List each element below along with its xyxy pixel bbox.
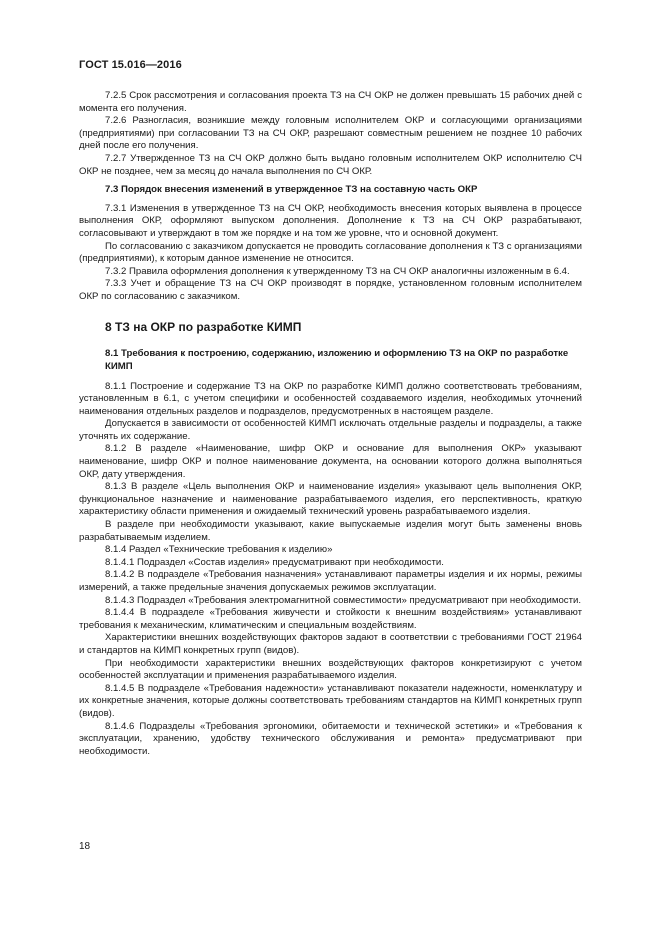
paragraph-7-3-1-note: По согласованию с заказчиком допускается не проводить согласование дополнения к ТЗ с организациями (предприятиями), к которым данное изменение не относится. [79,240,582,265]
paragraph-8-1-4-1: 8.1.4.1 Подраздел «Состав изделия» предусматривают при необходимости. [105,556,444,568]
paragraph-8-1-1-note: Допускается в зависимости от особенностей КИМП исключать отдельные разделы и подразделы, а также уточнять их содержание. [79,418,582,442]
paragraph-7-3-2: 7.3.2 Правила оформления дополнения к утвержденному ТЗ на СЧ ОКР аналогичны изложенным в 6.4. [105,265,570,277]
paragraph-8-1-4: 8.1.4 Раздел «Технические требования к изделию» [105,544,333,556]
paragraph-8-1-2: 8.1.2 В разделе «Наименование, шифр ОКР и основание для выполнения ОКР» указывают наименование, шифр ОКР и полное наименование документа, на основании которого должна выполняться ОКР, дату утверждения. [79,443,582,480]
paragraph-8-1-4-2: 8.1.4.2 В подразделе «Требования назначения» устанавливают параметры изделия и их нормы, режимы измерений, а также предельные значения допускаемых режимов эксплуатации. [79,569,582,593]
paragraph-8-1-3-note: В разделе при необходимости указывают, какие выпускаемые изделия могут быть заменены вновь разрабатываемым изделием. [79,519,582,543]
document-code-header: ГОСТ 15.016—2016 [79,59,182,71]
paragraph-8-1-4-4-note-a: Характеристики внешних воздействующих факторов задают в соответствии с требованиями ГОСТ 21964 и стандартов на КИМП конкретных групп (видов). [79,632,582,656]
paragraph-7-3-1: 7.3.1 Изменения в утвержденное ТЗ на СЧ ОКР, необходимость внесения которых выявлена в процессе выполнения ОКР, оформляют выпуском дополнения. Дополнение к ТЗ на СЧ ОКР разрабатывают, согласовывают и утверждают в том же порядке и на том же уровне, что и основной документ. [79,202,582,239]
paragraph-8-1-4-5: 8.1.4.5 В подразделе «Требования надежности» устанавливают показатели надежности, номенклатуру и их конкретные значения, которые должны соответствовать требованиям стандартов на КИМП конкретных групп (видов). [79,682,582,719]
paragraph-8-1-3: 8.1.3 В разделе «Цель выполнения ОКР и наименование изделия» указывают цель выполнения ОКР, функциональное назначение и наименование разрабатываемого изделия, его перспективность, краткую характеристику области применения и ожидаемый технический уровень разрабатываемого изделия. [79,481,582,518]
paragraph-8-1-4-3: 8.1.4.3 Подраздел «Требования электромагнитной совместимости» предусматривают при необходимости. [105,594,581,606]
subsection-heading-7-3: 7.3 Порядок внесения изменений в утвержденное ТЗ на составную часть ОКР [105,184,478,196]
paragraph-8-1-4-4: 8.1.4.4 В подразделе «Требования живучести и стойкости к внешним воздействиям» устанавливают требования к механическим, климатическим и специальным воздействиям. [79,607,582,631]
page-number: 18 [79,841,91,852]
document-body [79,90,582,758]
section-heading-8: 8 ТЗ на ОКР по разработке КИМП [105,319,302,334]
paragraph-7-2-7: 7.2.7 Утвержденное ТЗ на СЧ ОКР должно быть выдано головным исполнителем ОКР исполнителю СЧ ОКР не позднее, чем за месяц до начала выполнения по СЧ ОКР. [79,152,582,177]
paragraph-8-1-1: 8.1.1 Построение и содержание ТЗ на ОКР по разработке КИМП должно соответствовать требованиям, установленным в 6.1, с учетом специфики и особенностей создаваемого изделия, необходимых уточнений наименования отдельных разделов и подразделов, предусмотренных в настоящем разделе. [79,380,582,417]
paragraph-7-2-6: 7.2.6 Разногласия, возникшие между головным исполнителем ОКР и согласующими организациями (предприятиями) при согласовании ТЗ на СЧ ОКР, разрешают совместным решением не позднее 10 рабочих дней после его получения. [79,115,582,152]
subsection-heading-8-1: 8.1 Требования к построению, содержанию, изложению и оформлению ТЗ на ОКР по разработке КИМП [105,347,569,372]
paragraph-8-1-4-6: 8.1.4.6 Подразделы «Требования эргономики, обитаемости и технической эстетики» и «Требования к эксплуатации, хранению, удобству технического обслуживания и ремонта» предусматривают при необходимости. [79,720,582,757]
paragraph-7-3-3: 7.3.3 Учет и обращение ТЗ на СЧ ОКР производят в порядке, установленном головным исполнителем ОКР по согласованию с заказчиком. [79,278,582,302]
paragraph-7-2-5: 7.2.5 Срок рассмотрения и согласования проекта ТЗ на СЧ ОКР не должен превышать 15 рабочих дней с момента его получения. [79,90,582,114]
paragraph-8-1-4-4-note-b: При необходимости характеристики внешних воздействующих факторов конкретизируют с учетом особенностей эксплуатации и применения разрабатываемого изделия. [79,657,582,682]
